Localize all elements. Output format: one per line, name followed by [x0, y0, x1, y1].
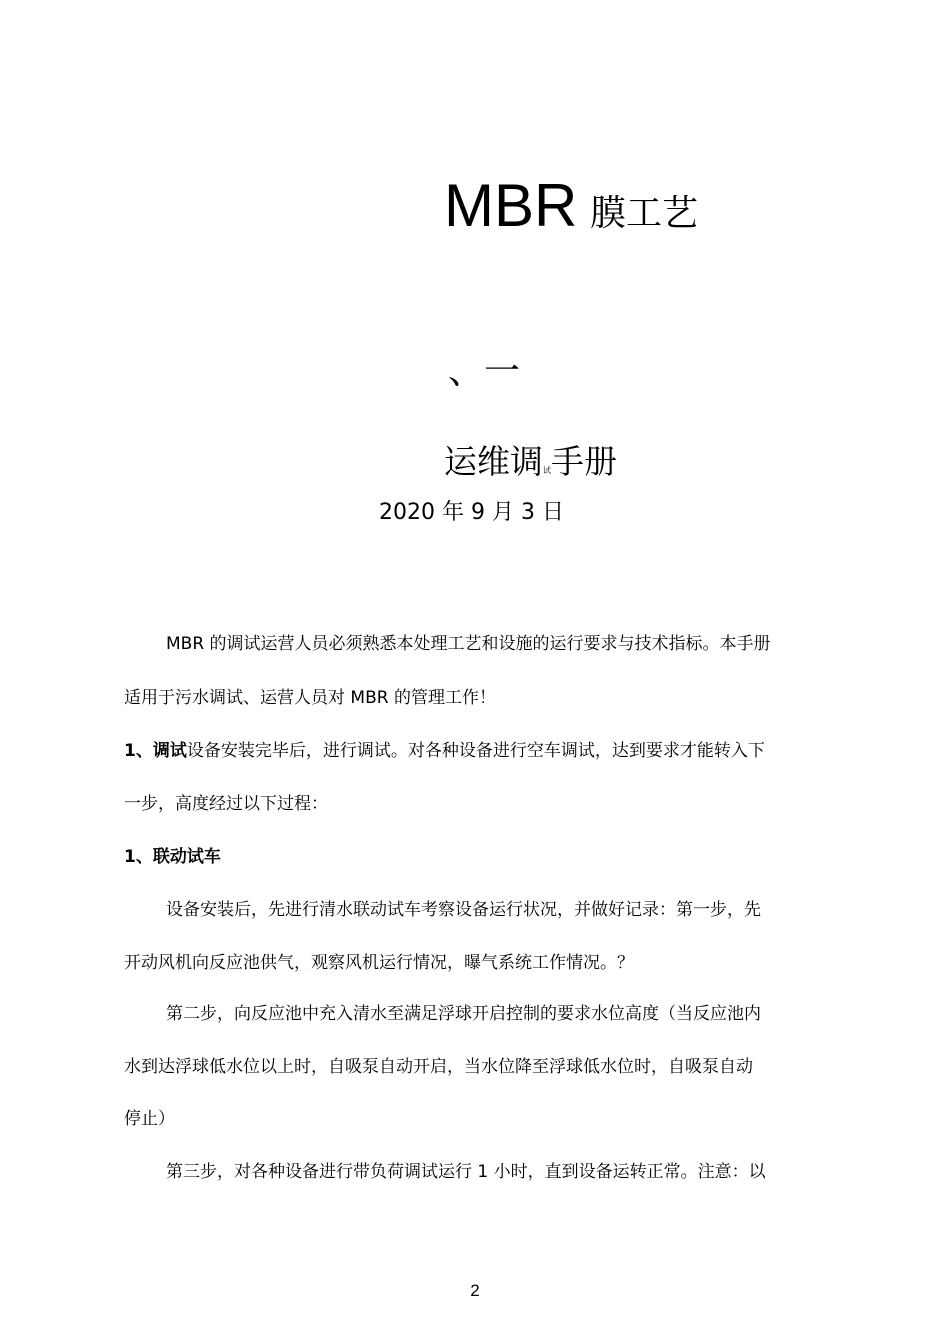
title-latin: MBR: [444, 172, 578, 239]
subtitle: [444, 440, 617, 493]
paragraph-line: 停止）: [124, 1109, 175, 1129]
subtitle-small: 试: [543, 466, 551, 475]
paragraph-line: 适用于污水调试、运营人员对 MBR 的管理工作！: [124, 688, 496, 708]
cover-mark: 、一: [448, 351, 521, 392]
page-number: 2: [470, 1281, 480, 1300]
section-text: 设备安装完毕后，进行调试。对各种设备进行空车调试，达到要求才能转入下: [186, 741, 765, 761]
paragraph-line: MBR 的调试运营人员必须熟悉本处理工艺和设施的运行要求与技术指标。本手册: [166, 634, 771, 654]
paragraph-line: 第二步，向反应池中充入清水至满足浮球开启控制的要求水位高度（当反应池内: [166, 1004, 761, 1024]
title-cjk: 膜工艺: [590, 193, 699, 234]
document-date: 2020 年 9 月 3 日: [379, 500, 564, 525]
paragraph-line: [124, 736, 854, 766]
section-heading: 1、联动试车: [124, 847, 221, 867]
paragraph-line: 第三步，对各种设备进行带负荷调试运行 1 小时，直到设备运转正常。注意：以: [166, 1162, 766, 1182]
paragraph-line: 设备安装后，先进行清水联动试车考察设备运行状况，并做好记录：第一步，先: [166, 900, 761, 920]
paragraph-line: 一步，高度经过以下过程：: [124, 794, 328, 814]
paragraph-line: 水到达浮球低水位以上时，自吸泵自动开启，当水位降至浮球低水位时，自吸泵自动: [124, 1057, 753, 1077]
subtitle-end: 手册: [551, 442, 617, 481]
subtitle-main: 运维调: [444, 442, 543, 481]
section-lead: 1、调试: [124, 741, 187, 761]
paragraph-line: 开动风机向反应池供气，观察风机运行情况，曝气系统工作情况。？: [124, 953, 634, 973]
